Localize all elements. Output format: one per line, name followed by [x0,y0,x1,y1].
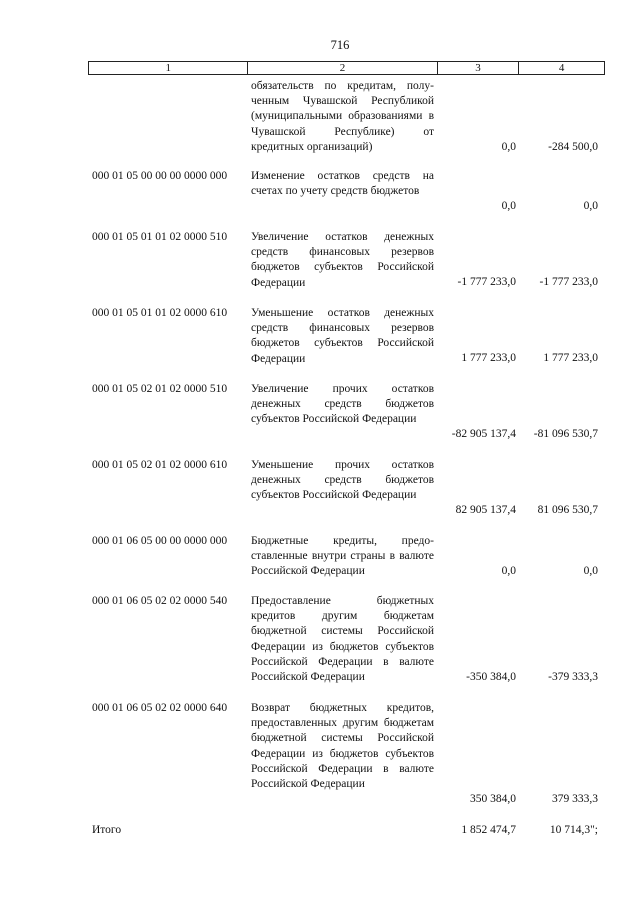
header-col-1: 1 [89,62,248,74]
value-col-4: 1 777 233,0 [543,352,598,364]
value-col-3: -82 905 137,4 [451,428,516,440]
value-col-3: 350 384,0 [470,793,516,805]
row-description: Увеличение прочих остатков денежных средств бюджетов субъектов Российской Федерации [251,383,434,426]
value-col-4: -284 500,0 [548,141,598,153]
budget-code: 000 01 05 01 01 02 0000 510 [92,231,228,243]
budget-code: 000 01 06 05 02 02 0000 540 [92,595,228,607]
value-col-3: 1 777 233,0 [461,352,516,364]
page-number: 716 [330,38,350,52]
value-col-4: -1 777 233,0 [539,276,598,288]
value-col-3: 0,0 [501,200,516,212]
value-col-4: 81 096 530,7 [537,504,598,516]
value-col-3: 82 905 137,4 [455,504,516,516]
value-col-3: 0,0 [501,565,516,577]
value-col-3: -1 777 233,0 [457,276,516,288]
row-description: Изменение остатков средств на счетах по учету средств бюджетов [251,170,434,198]
value-col-3: -350 384,0 [466,671,516,683]
value-col-3: 0,0 [501,141,516,153]
row-description: Уменьшение прочих остатков денежных средств бюджетов субъектов Российской Федерации [251,459,434,502]
budget-code: 000 01 05 02 01 02 0000 510 [92,383,228,395]
budget-code: 000 01 05 01 01 02 0000 610 [92,307,228,319]
row-description: Увеличение остатков денежных средств финансовых резервов бюджетов субъектов Российской Федерации [251,231,434,289]
value-col-4: -379 333,3 [548,671,598,683]
value-col-4: 379 333,3 [552,793,598,805]
budget-code: 000 01 05 02 01 02 0000 610 [92,459,228,471]
row-description: Бюджетные кредиты, предоставленные внутри страны в валюте Российской Федерации [251,535,434,578]
total-value-col-4: 10 714,3"; [549,824,598,836]
row-description: обязательств по кредитам, полученным Чувашской Республикой (муниципальными образованиями в Чувашской Республике) от кредитных организаций) [251,80,434,153]
value-col-4: 0,0 [583,200,598,212]
budget-code: 000 01 06 05 02 02 0000 640 [92,702,228,714]
budget-code: 000 01 06 05 00 00 0000 000 [92,535,228,547]
value-col-4: 0,0 [583,565,598,577]
row-description: Предоставление бюджетных кредитов другим бюджетам бюджетной системы Российской Федерации из бюджетов субъектов Российской Федерации в валюте Российской Федерации [251,595,434,684]
value-col-4: -81 096 530,7 [533,428,598,440]
total-value-col-3: 1 852 474,7 [461,824,516,836]
total-label: Итого [92,824,122,836]
header-col-2: 2 [248,62,437,74]
row-description: Уменьшение остатков денежных средств финансовых резервов бюджетов субъектов Российской Федерации [251,307,434,365]
row-description: Возврат бюджетных кредитов, предоставленных другим бюджетам бюджетной системы Российской Федерации из бюджетов субъектов Российской Федерации в валюте Российской Федерации [251,702,434,791]
header-col-4: 4 [558,62,565,74]
header-col-3: 3 [438,62,520,74]
table-header [88,61,605,75]
budget-code: 000 01 05 00 00 00 0000 000 [92,170,228,182]
